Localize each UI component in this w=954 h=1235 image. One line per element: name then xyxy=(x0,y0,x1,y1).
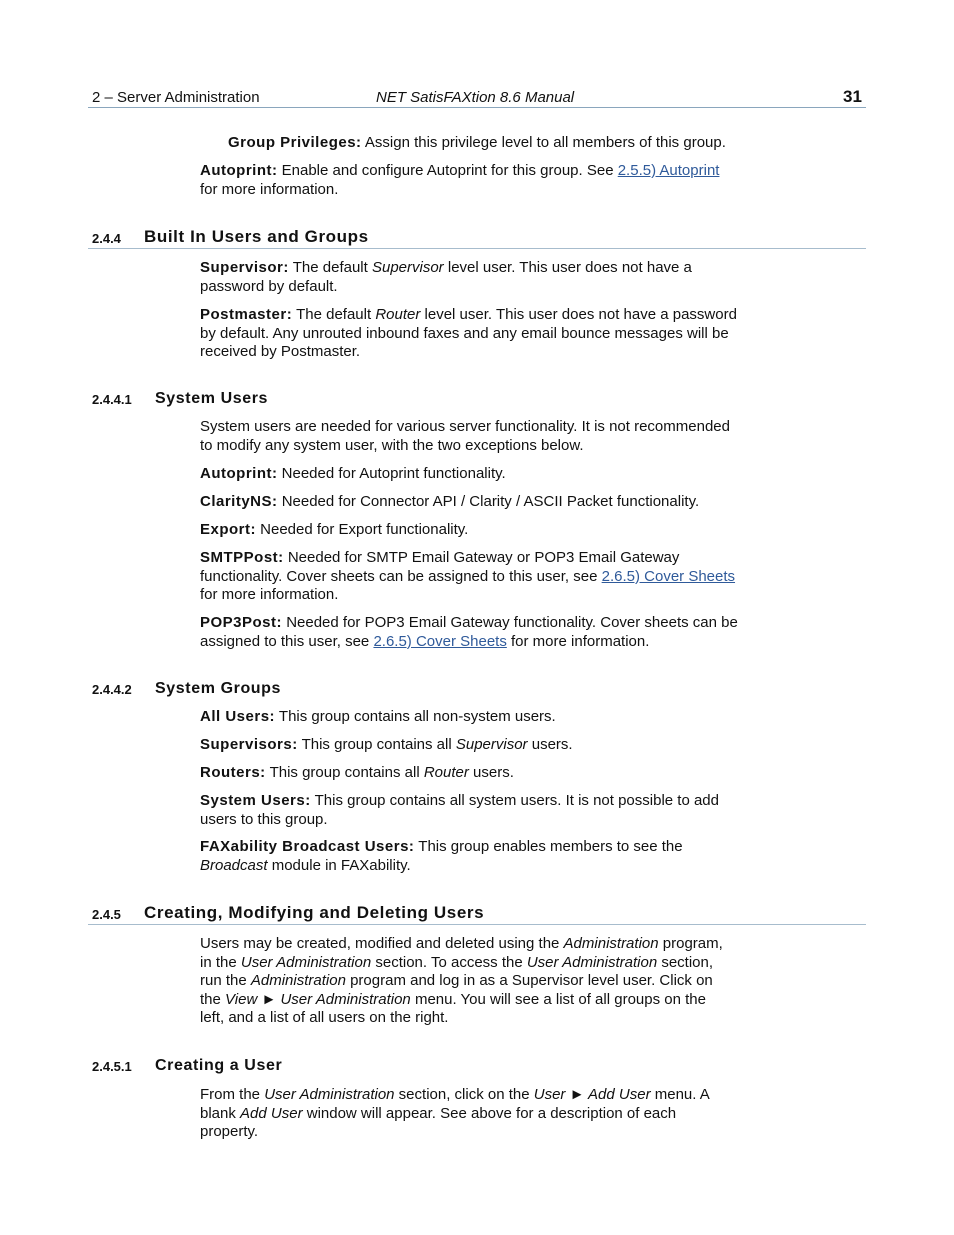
section-number-2-4-4-1: 2.4.4.1 xyxy=(92,392,132,407)
section-title-2-4-4-2: System Groups xyxy=(155,680,282,697)
autoprint-term: Autoprint: xyxy=(200,162,278,179)
supervisors-paragraph: Supervisors: This group contains all Supervisor users. xyxy=(200,736,573,753)
page-number: 31 xyxy=(843,87,862,106)
section-rule xyxy=(88,248,866,249)
system-users-intro: System users are needed for various server functionality. It is not recommended to modify any system user, with the two exceptions below. xyxy=(200,418,730,454)
supervisor-paragraph: Supervisor: The default Supervisor level user. This user does not have a password by default. xyxy=(200,259,692,295)
header-manual-title: NET SatisFAXtion 8.6 Manual xyxy=(376,89,575,106)
routers-paragraph: Routers: This group contains all Router users. xyxy=(200,764,514,781)
system-autoprint-paragraph: Autoprint: Needed for Autoprint functionality. xyxy=(200,465,506,482)
cover-sheets-link[interactable]: 2.6.5) Cover Sheets xyxy=(601,567,736,585)
all-users-paragraph: All Users: This group contains all non-system users. xyxy=(200,708,556,725)
section-title-2-4-4-1: System Users xyxy=(155,390,269,407)
system-users-group-paragraph: System Users: This group contains all system users. It is not possible to add users to this group. xyxy=(200,792,719,828)
section-number-2-4-5-1: 2.4.5.1 xyxy=(92,1059,132,1074)
pop3post-paragraph: POP3Post: Needed for POP3 Email Gateway functionality. Cover sheets can be assigned to this user, see 2.6.5) Cover Sheets for more information. xyxy=(200,614,738,650)
section-rule xyxy=(88,924,866,925)
creating-a-user-paragraph: From the User Administration section, click on the User ► Add User menu. A blank Add User window will appear. See above for a description of each property. xyxy=(200,1086,710,1141)
smtppost-paragraph: SMTPPost: Needed for SMTP Email Gateway or POP3 Email Gateway functionality. Cover sheets can be assigned to this user, see 2.6.5) Cover Sheets for more information. xyxy=(200,549,736,604)
export-paragraph: Export: Needed for Export functionality. xyxy=(200,521,469,538)
faxability-paragraph: FAXability Broadcast Users: This group enables members to see the Broadcast module in FAXability. xyxy=(200,838,683,874)
section-number-2-4-4-2: 2.4.4.2 xyxy=(92,682,132,697)
autoprint-paragraph: Autoprint: Enable and configure Autoprint for this group. See 2.5.5) Autoprint for more information. xyxy=(200,162,720,198)
header-chapter: 2 – Server Administration xyxy=(92,89,260,106)
group-privileges-term: Group Privileges: xyxy=(228,134,362,151)
section-title-2-4-5: Creating, Modifying and Deleting Users xyxy=(144,903,485,922)
group-privileges-paragraph: Group Privileges: Assign this privilege level to all members of this group. xyxy=(228,134,726,151)
autoprint-link[interactable]: 2.5.5) Autoprint xyxy=(617,162,720,179)
postmaster-paragraph: Postmaster: The default Router level user. This user does not have a password by default. Any unrouted inbound faxes and any email bounce messages will be received by Postmaster. xyxy=(200,306,737,361)
claritylns-paragraph: ClarityNS: Needed for Connector API / Clarity / ASCII Packet functionality. xyxy=(200,493,700,510)
cover-sheets-link[interactable]: 2.6.5) Cover Sheets xyxy=(373,632,507,650)
header-rule xyxy=(88,107,866,108)
creating-users-paragraph: Users may be created, modified and deleted using the Administration program, in the User Administration section. To access the User Administration section, run the Administration program and log in as a Supervisor level user. Click on the View ► User Administration menu. You will see a list of all groups on the left, and a list of all users on the right. xyxy=(200,935,723,1027)
section-title-2-4-5-1: Creating a User xyxy=(155,1057,283,1074)
section-title-2-4-4: Built In Users and Groups xyxy=(144,227,369,246)
section-number-2-4-4: 2.4.4 xyxy=(92,231,121,246)
section-number-2-4-5: 2.4.5 xyxy=(92,907,121,922)
